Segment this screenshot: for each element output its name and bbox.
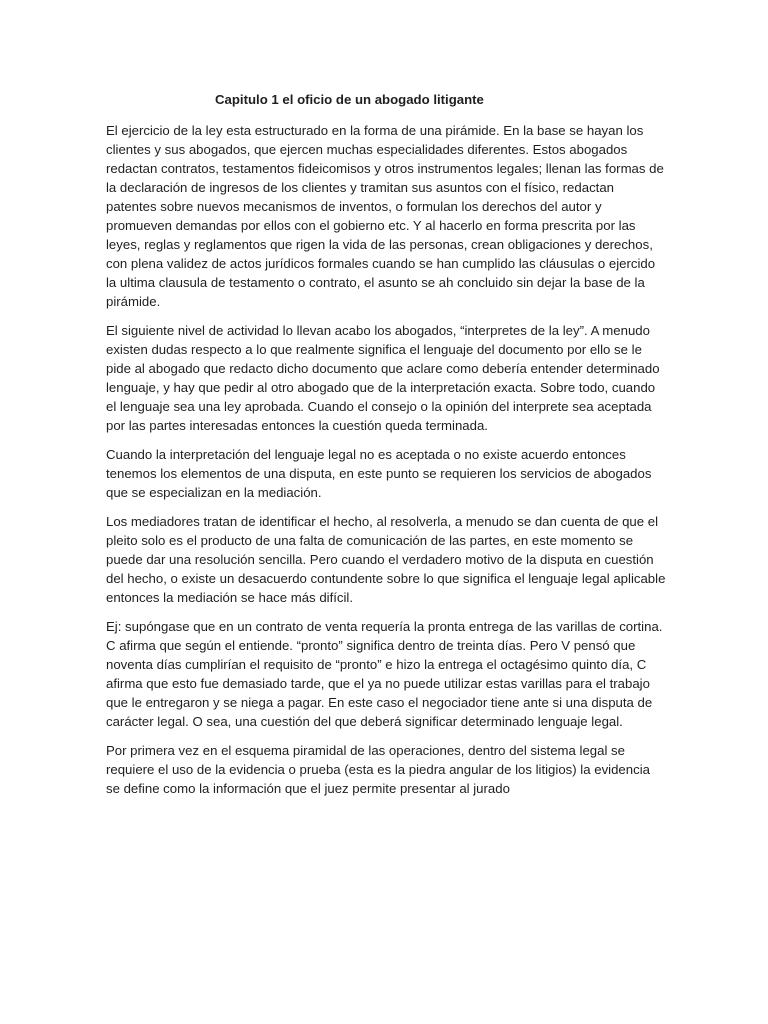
paragraph-5: Ej: supóngase que en un contrato de venta requería la pronta entrega de las varillas de cortina. C afirma que según el entiende. “pronto” significa dentro de treinta días. Pero V pensó que noventa días cumplirían el requisito de “pronto” e hizo la entrega el octagésimo quinto día, C afirma que esto fue demasiado tarde, que el ya no puede utilizar estas varillas para el trabajo que le entregaron y se niega a pagar. En este caso el negociador tiene ante si una disputa de carácter legal. O sea, una cuestión del que deberá significar determinado lenguaje legal.: [106, 619, 663, 729]
paragraph-3: Cuando la interpretación del lenguaje legal no es aceptada o no existe acuerdo entonces tenemos los elementos de una disputa, en este punto se requieren los servicios de abogados que se especializan en la mediación.: [106, 447, 652, 500]
paragraph-4: Los mediadores tratan de identificar el hecho, al resolverla, a menudo se dan cuenta de que el pleito solo es el producto de una falta de comunicación de las partes, en este momento se puede dar una resolución sencilla. Pero cuando el verdadero motivo de la disputa en cuestión del hecho, o existe un desacuerdo contundente sobre lo que significa el lenguaje legal aplicable entonces la mediación se hace más difícil.: [106, 514, 666, 605]
paragraph-1: El ejercicio de la ley esta estructurado en la forma de una pirámide. En la base se hayan los clientes y sus abogados, que ejercen muchas especialidades diferentes. Estos abogados redactan contratos, testamentos fideicomisos y otros instrumentos legales; llenan las formas de la declaración de ingresos de los clientes y tramitan sus asuntos con el físico, redactan patentes sobre nuevos mecanismos de inventos, o formulan los derechos del autor y promueven demandas por ellos con el gobierno etc. Y al hacerlo en forma prescrita por las leyes, reglas y reglamentos que rigen la vida de las personas, crean obligaciones y derechos, con plena validez de actos jurídicos formales cuando se han cumplido las cláusulas o ejercido la ultima clausula de testamento o contrato, el asunto se ah concluido sin dejar la base de la pirámide.: [106, 123, 664, 309]
paragraph-6: Por primera vez en el esquema piramidal de las operaciones, dentro del sistema legal se requiere el uso de la evidencia o prueba (esta es la piedra angular de los litigios) la evidencia se define como la información que el juez permite presentar al jurado: [106, 743, 650, 796]
document-title: Capitulo 1 el oficio de un abogado litigante: [215, 92, 484, 107]
paragraph-2: El siguiente nivel de actividad lo llevan acabo los abogados, “interpretes de la ley”. A menudo existen dudas respecto a lo que realmente significa el lenguaje del documento por ello se le pide al abogado que redacto dicho documento que aclare como debería entender determinado lenguaje, y hay que pedir al otro abogado que de la interpretación exacta. Sobre todo, cuando el lenguaje sea una ley aprobada. Cuando el consejo o la opinión del interprete sea aceptada por las partes interesadas entonces la cuestión queda terminada.: [106, 323, 660, 433]
document-body: [106, 121, 666, 808]
